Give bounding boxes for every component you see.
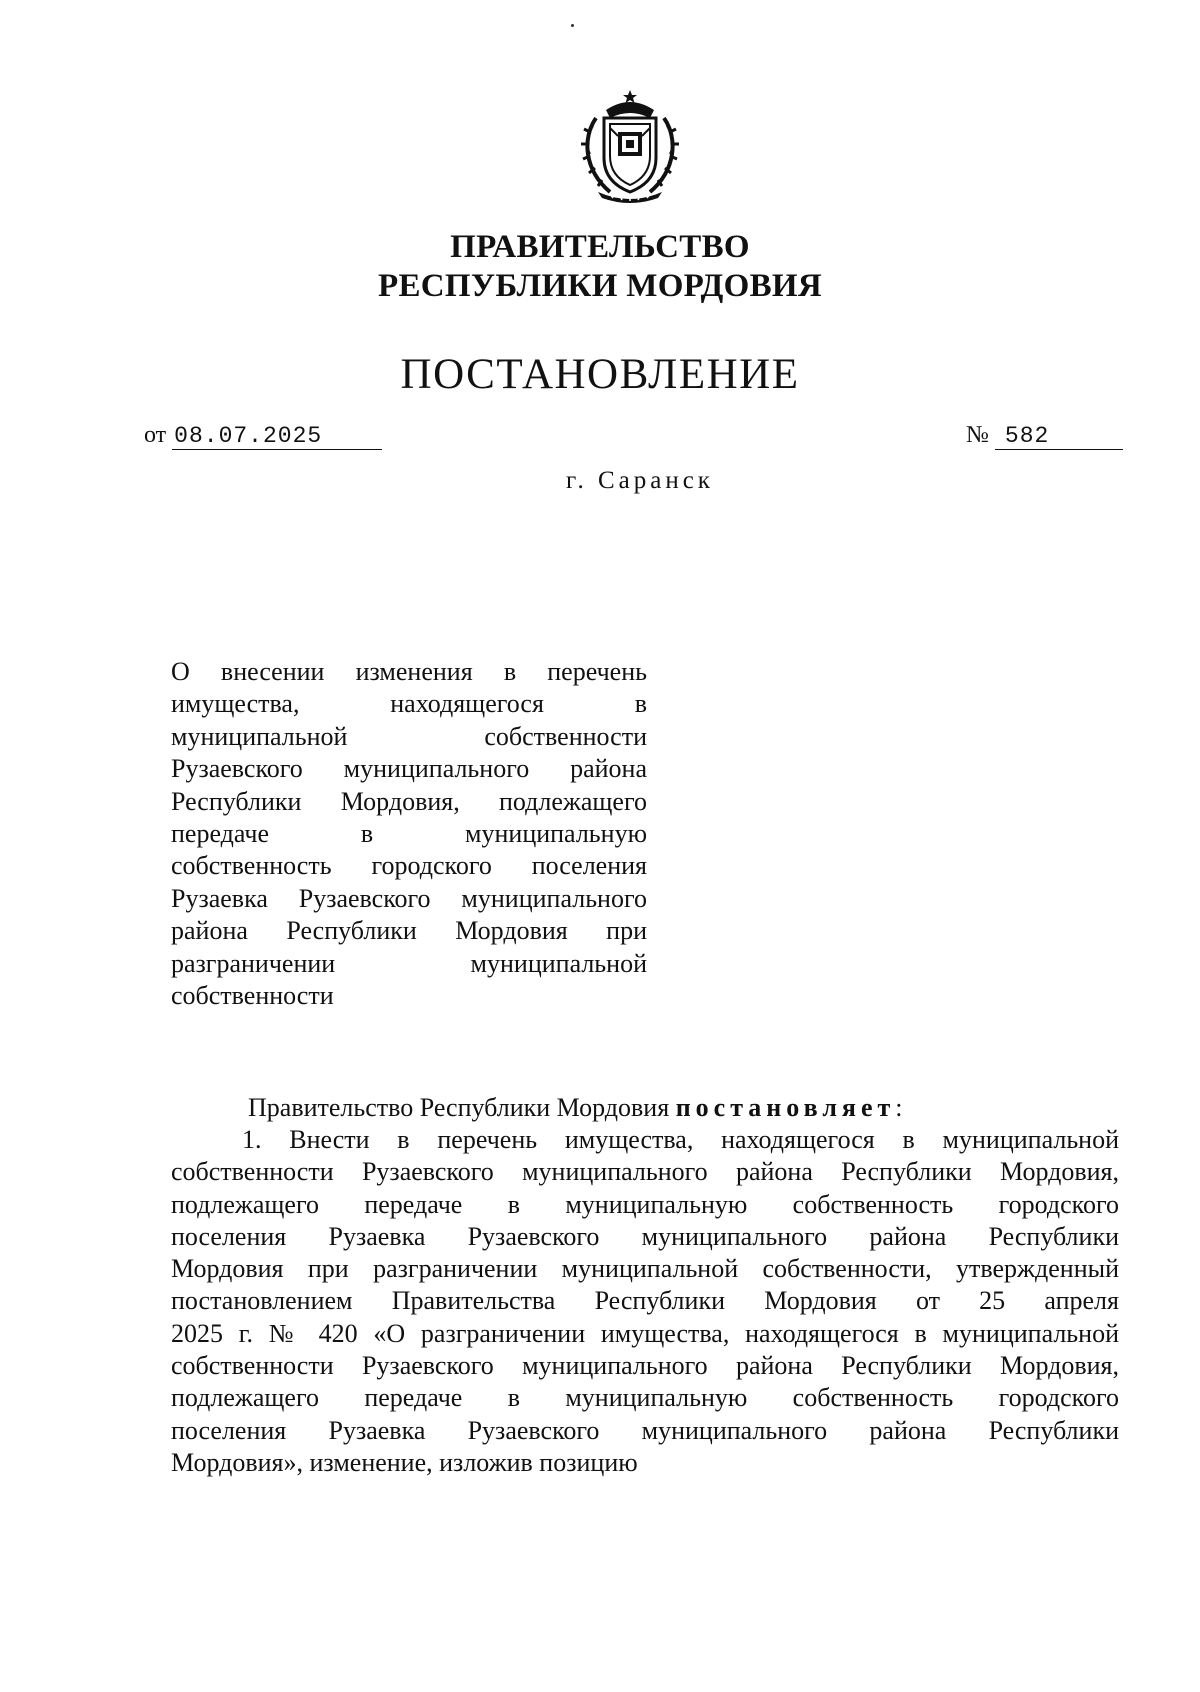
subject-block bbox=[171, 656, 647, 1012]
document-date: 08.07.2025 bbox=[172, 423, 382, 450]
subject-line: передаче в муниципальную bbox=[171, 819, 647, 849]
coat-of-arms-icon bbox=[576, 88, 684, 206]
intro-text: Правительство Республики Мордовия bbox=[248, 1093, 676, 1122]
subject-line: О внесении изменения в перечень bbox=[171, 657, 647, 686]
date-prefix: от bbox=[144, 422, 167, 448]
body-line: собственности Рузаевского муниципального района Республики Мордовия, bbox=[171, 1351, 1119, 1381]
scan-speck bbox=[571, 24, 574, 27]
number-line bbox=[966, 420, 1123, 450]
subject-line: района Республики Мордовия при bbox=[171, 916, 647, 946]
body-line: Мордовия», изменение, изложив позицию bbox=[171, 1447, 638, 1477]
government-title bbox=[0, 228, 1200, 306]
intro-colon: : bbox=[895, 1093, 903, 1122]
body-line: Мордовия при разграничении муниципальной собственности, утвержденный bbox=[171, 1254, 1119, 1284]
body-line: подлежащего передаче в муниципальную собственность городского bbox=[171, 1189, 1119, 1219]
subject-line: Республики Мордовия, подлежащего bbox=[171, 786, 647, 816]
city-line: г. Саранск bbox=[566, 467, 714, 494]
resolution-body bbox=[171, 1124, 1119, 1479]
body-line: собственности Рузаевского муниципального района Республики Мордовия, bbox=[171, 1157, 1119, 1187]
subject-line: собственности bbox=[171, 981, 334, 1011]
document-type: ПОСТАНОВЛЕНИЕ bbox=[400, 351, 800, 398]
body-line: 2025 г. № 420 «О разграничении имущества, находящегося в муниципальной bbox=[171, 1318, 1119, 1348]
date-line bbox=[144, 420, 382, 450]
document-number: 582 bbox=[995, 423, 1123, 450]
subject-line: разграничении муниципальной bbox=[171, 948, 647, 978]
subject-line: Рузаевка Рузаевского муниципального bbox=[171, 883, 647, 913]
body-line: поселения Рузаевка Рузаевского муниципального района Республики bbox=[171, 1415, 1119, 1445]
intro-verb: постановляет bbox=[675, 1093, 896, 1122]
body-line: подлежащего передаче в муниципальную собственность городского bbox=[171, 1383, 1119, 1413]
subject-line: собственность городского поселения bbox=[171, 851, 647, 881]
body-line: постановлением Правительства Республики Мордовия от 25 апреля bbox=[171, 1286, 1119, 1316]
subject-line: муниципальной собственности bbox=[171, 721, 647, 751]
resolution-intro bbox=[248, 1092, 903, 1124]
subject-line: Рузаевского муниципального района bbox=[171, 754, 647, 784]
body-line: поселения Рузаевка Рузаевского муниципального района Республики bbox=[171, 1221, 1119, 1251]
subject-line: имущества, находящегося в bbox=[171, 689, 647, 719]
gov-title-line-2: РЕСПУБЛИКИ МОРДОВИЯ bbox=[377, 268, 822, 304]
body-line: 1. Внести в перечень имущества, находящегося в муниципальной bbox=[242, 1125, 1119, 1154]
number-prefix: № bbox=[966, 422, 989, 448]
gov-title-line-1: ПРАВИТЕЛЬСТВО bbox=[450, 229, 750, 265]
